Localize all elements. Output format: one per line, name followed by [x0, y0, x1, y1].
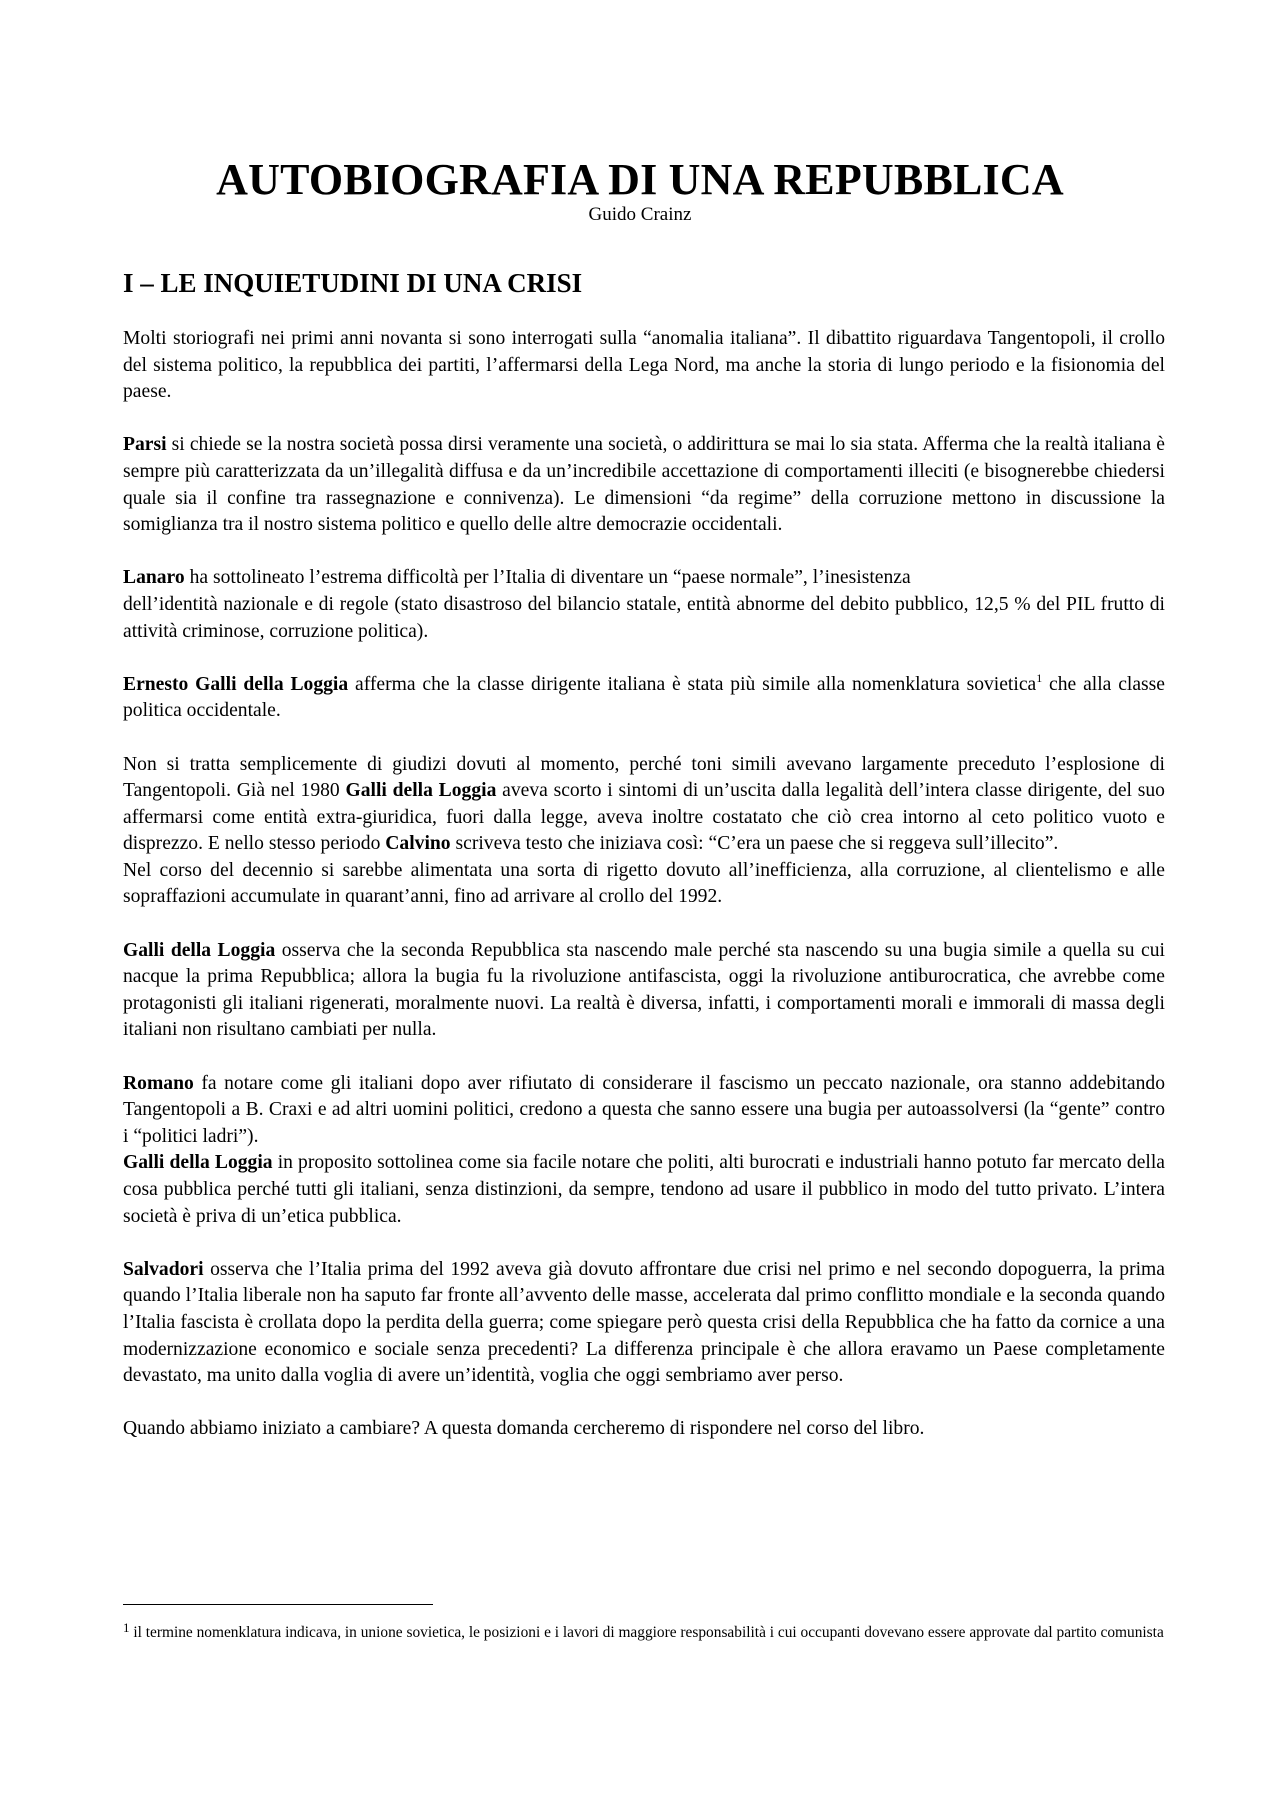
author-name-romano: Romano — [123, 1072, 194, 1094]
paragraph-11-text: Quando abbiamo iniziato a cambiare? A questa domanda cercheremo di rispondere nel corso del libro. — [123, 1418, 925, 1440]
body-text — [123, 326, 1165, 1470]
document-author: Guido Crainz — [588, 204, 692, 225]
paragraph-11 — [123, 1416, 1165, 1443]
paragraph-3-text-line1: ha sottolineato l’estrema difficoltà per l’Italia di diventare un “paese normale”, l’inesistenza — [184, 567, 911, 589]
paragraph-1 — [123, 326, 1165, 406]
author-name-galli-della-loggia-4: Galli della Loggia — [123, 1152, 273, 1174]
chapter-heading: I – LE INQUIETUDINI DI UNA CRISI — [123, 268, 583, 298]
author-name-salvadori: Salvadori — [123, 1258, 204, 1280]
footnote-reference[interactable]: 1 — [1036, 670, 1043, 685]
paragraph-6-text: Nel corso del decennio si sarebbe alimentata una sorta di rigetto dovuto all’inefficienza, alla corruzione, al clientelismo e alle sopraffazioni accumulate in quarant’anni, fino ad arrivare al crollo del 1992. — [123, 859, 1165, 908]
paragraph-3-first-line — [123, 565, 1165, 592]
paragraph-5-text-b: aveva scorto i sintomi di un’uscita dalla legalità dell’intera classe dirigente, del suo affermarsi come entità extra-giuridica, fuori dalla legge, aveva inoltre costatato che ciò crea intorno al ceto politico vuoto e disprezzo. E nello stesso periodo — [123, 780, 1165, 855]
paragraph-8 — [123, 1071, 1165, 1151]
paragraph-6 — [123, 858, 1165, 911]
author-name-parsi: Parsi — [123, 434, 167, 456]
paragraph-9 — [123, 1150, 1165, 1230]
paragraph-3-text-rest: dell’identità nazionale e di regole (stato disastroso del bilancio statale, entità abnorme del debito pubblico, 12,5 % del PIL frutto di attività criminose, corruzione politica). — [123, 593, 1165, 642]
document-title: AUTOBIOGRAFIA DI UNA REPUBBLICA — [216, 155, 1064, 204]
paragraph-9-text: in proposito sottolinea come sia facile notare che politi, alti burocrati e industriali hanno potuto far mercato della cosa pubblica perché tutti gli italiani, senza distinzioni, da sempre, tendono ad usare il pubblico in modo del tutto privato. L’intera società è priva di un’etica pubblica. — [123, 1152, 1165, 1227]
paragraph-8-text: fa notare come gli italiani dopo aver rifiutato di considerare il fascismo un peccato nazionale, ora stanno addebitando Tangentopoli a B. Craxi e ad altri uomini politici, credono a questa che sanno essere una bugia per autoassolversi (la “gente” contro i “politici ladri”). — [123, 1072, 1165, 1147]
paragraph-4-text-b: che alla classe politica occidentale. — [123, 673, 1165, 722]
paragraph-7-text: osserva che la seconda Repubblica sta nascendo male perché sta nascendo su una bugia simile a quella su cui nacque la prima Repubblica; allora la bugia fu la rivoluzione antifascista, oggi la rivoluzione antiburocratica, che avrebbe come protagonisti gli italiani rigenerati, moralmente nuovi. La realtà è diversa, infatti, i comportamenti morali e immorali di massa degli italiani non risultano cambiati per nulla. — [123, 939, 1165, 1041]
author-name-galli-della-loggia-2: Galli della Loggia — [345, 780, 497, 802]
footnote-marker: 1 — [123, 1620, 130, 1635]
paragraph-5 — [123, 752, 1165, 858]
paragraph-10-text: osserva che l’Italia prima del 1992 aveva già dovuto affrontare due crisi nel primo e nel secondo dopoguerra, la prima quando l’Italia liberale non ha saputo far fronte all’avvento delle masse, accelerata dal primo conflitto mondiale e la seconda quando l’Italia fascista è crollata dopo la perdita della guerra; come spiegare però questa crisi della Repubblica che ha fatto da cornice a una modernizzazione economico e sociale senza precedenti? La differenza principale è che allora eravamo un Paese completamente devastato, ma unito dalla voglia di avere un’identità, voglia che oggi sembriamo aver perso. — [123, 1258, 1165, 1387]
paragraph-7 — [123, 938, 1165, 1044]
paragraph-10 — [123, 1257, 1165, 1390]
author-name-lanaro: Lanaro — [123, 567, 185, 589]
paragraph-3 — [123, 565, 1165, 645]
author-name-galli-della-loggia: Ernesto Galli della Loggia — [123, 673, 349, 695]
paragraph-2-text: si chiede se la nostra società possa dirsi veramente una società, o addirittura se mai lo sia stata. Afferma che la realtà italiana è sempre più caratterizzata da un’illegalità diffusa e da un’incredibile accettazione di comportamenti illeciti (e bisognerebbe chiedersi quale sia il confine tra rassegnazione e connivenza). Le dimensioni “da regime” della corruzione mettono in discussione la somiglianza tra il nostro sistema politico e quello delle altre democrazie occidentali. — [123, 434, 1165, 536]
paragraph-5-text-a: Non si tratta semplicemente di giudizi dovuti al momento, perché toni simili avevano largamente preceduto l’esplosione di Tangentopoli. Già nel 1980 — [123, 753, 1165, 802]
author-name-galli-della-loggia-3: Galli della Loggia — [123, 939, 276, 961]
paragraph-4-text-a: afferma che la classe dirigente italiana è stata più simile alla nomenklatura sovietica — [348, 673, 1037, 695]
paragraph-2 — [123, 432, 1165, 538]
footnote-text: il termine nomenklatura indicava, in unione sovietica, le posizioni e i lavori di maggiore responsabilità i cui occupanti dovevano essere approvate dal partito comunista — [129, 1624, 1164, 1641]
paragraph-4 — [123, 672, 1165, 725]
footnote — [123, 1620, 1165, 1645]
paragraph-5-text-c: scriveva testo che iniziava così: “C’era un paese che si reggeva sull’illecito”. — [450, 833, 1059, 855]
paragraph-1-text: Molti storiografi nei primi anni novanta si sono interrogati sulla “anomalia italiana”. Il dibattito riguardava Tangentopoli, il crollo del sistema politico, la repubblica dei partiti, l’affermarsi della Lega Nord, ma anche la storia di lungo periodo e la fisionomia del paese. — [123, 328, 1165, 403]
footnote-divider — [123, 1604, 433, 1605]
author-name-calvino: Calvino — [385, 833, 451, 855]
